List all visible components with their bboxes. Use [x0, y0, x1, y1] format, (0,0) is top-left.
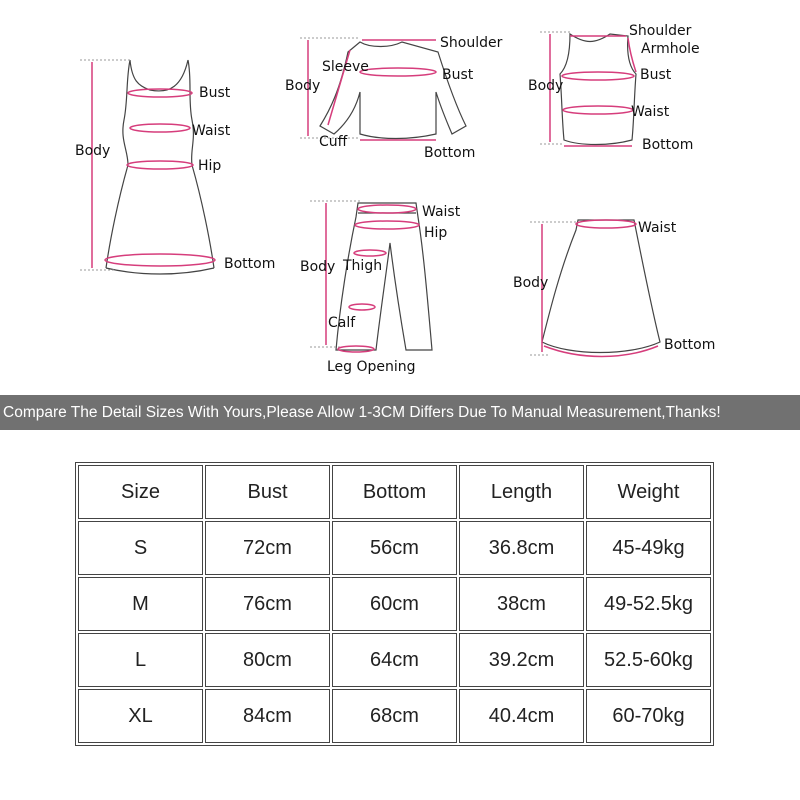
dress-bottom-label: Bottom — [224, 256, 276, 272]
top-shoulder-label: Shoulder — [440, 35, 503, 51]
table-cell: 76cm — [205, 577, 330, 631]
header-bust: Bust — [205, 465, 330, 519]
dress-diagram — [70, 50, 290, 280]
table-row — [78, 577, 711, 631]
dress-hip-label: Hip — [198, 158, 222, 174]
table-row — [78, 633, 711, 687]
vest-bottom-label: Bottom — [642, 137, 694, 153]
table-cell: 68cm — [332, 689, 457, 743]
skirt-waist-label: Waist — [638, 220, 677, 236]
table-cell: L — [78, 633, 203, 687]
dress-waist-label: Waist — [192, 123, 231, 139]
table-cell: 72cm — [205, 521, 330, 575]
table-cell: XL — [78, 689, 203, 743]
table-cell: 64cm — [332, 633, 457, 687]
table-cell: 56cm — [332, 521, 457, 575]
table-cell: 60-70kg — [586, 689, 711, 743]
dress-body-label: Body — [75, 143, 111, 159]
pants-thigh-label: Thigh — [343, 258, 383, 274]
dress-bust-label: Bust — [199, 85, 231, 101]
table-cell: 80cm — [205, 633, 330, 687]
pants-hip-label: Hip — [424, 225, 448, 241]
table-cell: M — [78, 577, 203, 631]
measurement-notice-banner: Compare The Detail Sizes With Yours,Please Allow 1-3CM Differs Due To Manual Measurement,Thanks! — [0, 395, 800, 430]
top-bottom-label: Bottom — [424, 145, 476, 161]
header-length: Length — [459, 465, 584, 519]
header-size: Size — [78, 465, 203, 519]
table-cell: 36.8cm — [459, 521, 584, 575]
size-chart-table — [75, 462, 714, 746]
vest-bust-label: Bust — [640, 67, 672, 83]
table-cell: 40.4cm — [459, 689, 584, 743]
table-row — [78, 689, 711, 743]
table-row — [78, 521, 711, 575]
table-cell: 38cm — [459, 577, 584, 631]
top-cuff-label: Cuff — [319, 134, 348, 150]
pants-waist-label: Waist — [422, 204, 461, 220]
vest-shoulder-label: Shoulder — [629, 23, 692, 39]
header-weight: Weight — [586, 465, 711, 519]
pants-body-label: Body — [300, 259, 336, 275]
table-cell: 84cm — [205, 689, 330, 743]
vest-body-label: Body — [528, 78, 564, 94]
pants-calf-label: Calf — [328, 315, 356, 331]
table-cell: 52.5-60kg — [586, 633, 711, 687]
header-bottom: Bottom — [332, 465, 457, 519]
top-body-label: Body — [285, 78, 321, 94]
top-sleeve-label: Sleeve — [322, 59, 369, 75]
skirt-bottom-label: Bottom — [664, 337, 716, 353]
top-bust-label: Bust — [442, 67, 474, 83]
table-cell: 45-49kg — [586, 521, 711, 575]
table-header-row — [78, 465, 711, 519]
skirt-body-label: Body — [513, 275, 549, 291]
vest-armhole-label: Armhole — [641, 41, 700, 57]
pants-leg-opening-label: Leg Opening — [327, 359, 416, 375]
vest-waist-label: Waist — [631, 104, 670, 120]
pants-diagram — [300, 195, 440, 360]
table-cell: 49-52.5kg — [586, 577, 711, 631]
table-cell: S — [78, 521, 203, 575]
table-cell: 60cm — [332, 577, 457, 631]
table-cell: 39.2cm — [459, 633, 584, 687]
